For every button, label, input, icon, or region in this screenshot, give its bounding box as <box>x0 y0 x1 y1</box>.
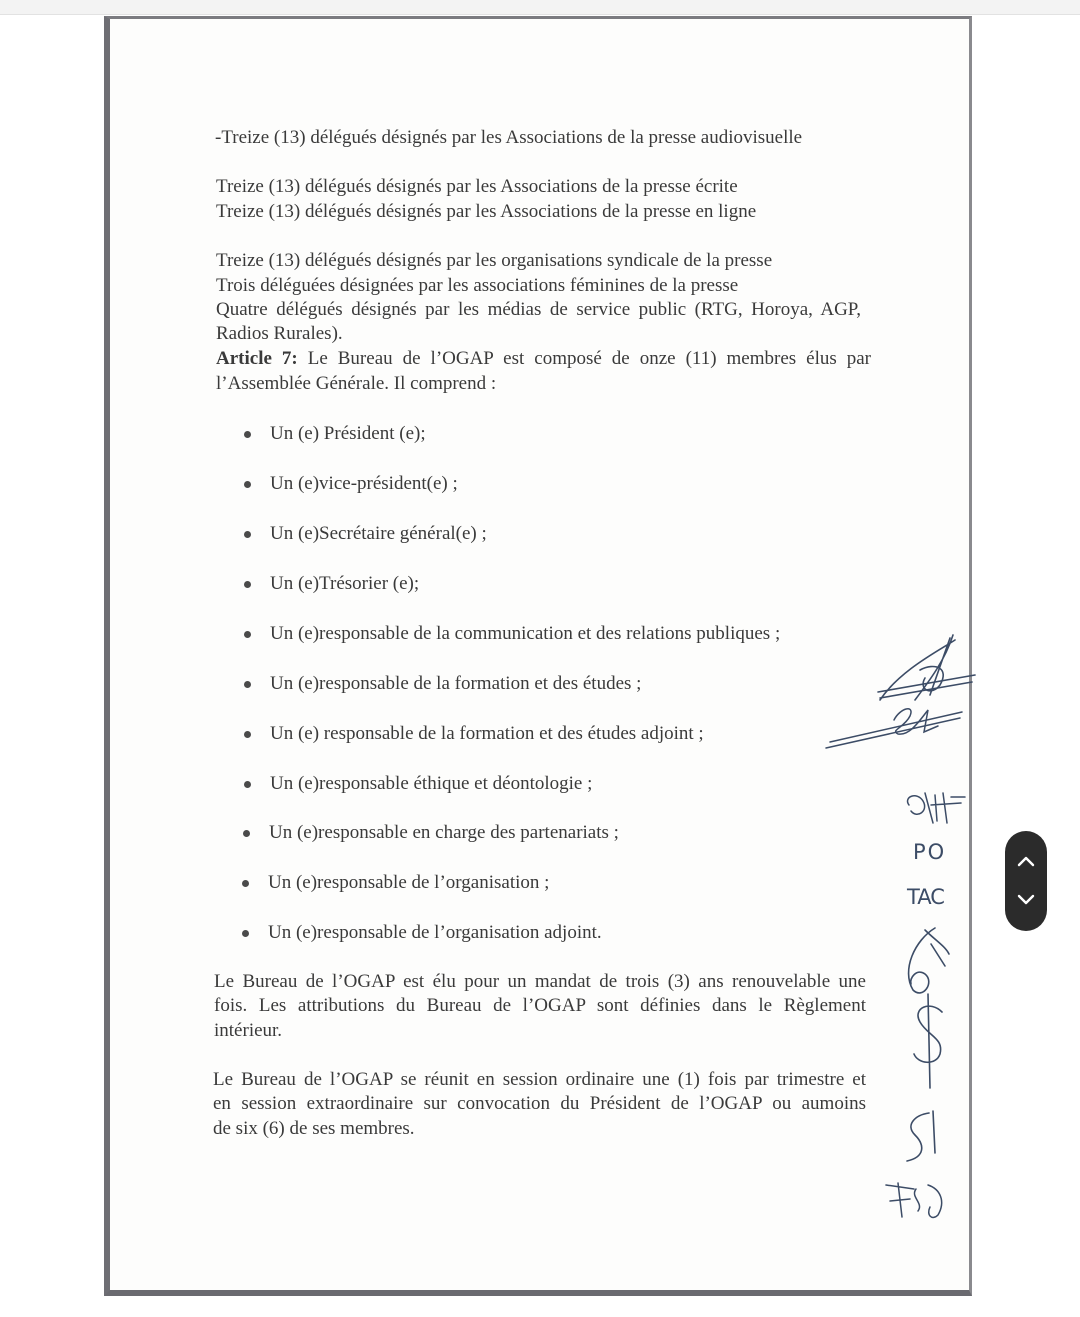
bullet-icon <box>242 880 249 887</box>
bullet-icon <box>242 930 249 937</box>
bullet-icon <box>244 481 251 488</box>
bullet-icon <box>244 531 251 538</box>
delegates-line-2: Treize (13) délégués désignés par les Associations de la presse écrite <box>216 176 738 197</box>
page-navigation <box>1005 831 1047 931</box>
bullet-icon <box>243 830 250 837</box>
member-item: Un (e)Trésorier (e); <box>270 573 420 594</box>
article-7-text: Le Bureau de l’OGAP est composé de onze (11) membres élus par <box>297 348 872 369</box>
bullet-icon <box>244 631 251 638</box>
article-7-heading <box>216 347 871 371</box>
member-item: Un (e)vice-président(e) ; <box>270 473 458 494</box>
bullet-icon <box>244 431 251 438</box>
scroll-down-button[interactable] <box>1005 879 1047 919</box>
bullet-icon <box>244 781 251 788</box>
signature-4 <box>895 920 955 1000</box>
meetings-line-2: en session extraordinaire sur convocation du Président de l’OGAP ou aumoins <box>213 1093 866 1114</box>
delegates-line-5: Trois déléguées désignées par les associations féminines de la presse <box>216 275 739 296</box>
meetings-line-3: de six (6) de ses membres. <box>213 1118 415 1139</box>
initials-tac: TAC <box>907 885 944 909</box>
initials-po: PO <box>913 840 947 864</box>
member-item: Un (e) Président (e); <box>270 423 426 444</box>
member-item: Un (e)responsable éthique et déontologie ; <box>270 773 593 794</box>
member-item: Un (e)responsable de la formation et des études ; <box>270 673 642 694</box>
member-item: Un (e) responsable de la formation et des études adjoint ; <box>270 723 704 744</box>
mandate-line-2: fois. Les attributions du Bureau de l’OGAP sont définies dans le Règlement <box>214 995 866 1016</box>
signature-5 <box>900 990 960 1090</box>
scroll-up-button[interactable] <box>1005 841 1047 881</box>
member-item: Un (e)responsable de l’organisation ; <box>268 872 550 893</box>
chevron-up-icon <box>1017 855 1035 867</box>
signature-7 <box>880 1175 955 1225</box>
member-item: Un (e)responsable de l’organisation adjoint. <box>268 922 602 943</box>
member-item: Un (e)responsable de la communication et des relations publiques ; <box>270 623 781 644</box>
bullet-icon <box>244 731 251 738</box>
mandate-line-3: intérieur. <box>214 1020 283 1041</box>
delegates-line-6b: Radios Rurales). <box>216 323 343 344</box>
article-7-label: Article 7: <box>216 348 298 369</box>
delegates-line-4: Treize (13) délégués désignés par les organisations syndicale de la presse <box>216 250 773 271</box>
delegates-line-6a: Quatre délégués désignés par les médias de service public (RTG, Horoya, AGP, <box>216 299 861 320</box>
meetings-line-1: Le Bureau de l’OGAP se réunit en session ordinaire une (1) fois par trimestre et <box>213 1069 866 1090</box>
signature-3 <box>895 785 975 830</box>
chevron-down-icon <box>1017 893 1035 905</box>
signature-6 <box>895 1105 945 1165</box>
bullet-icon <box>244 581 251 588</box>
member-item: Un (e)Secrétaire général(e) ; <box>270 523 487 544</box>
mandate-line-1: Le Bureau de l’OGAP est élu pour un mandat de trois (3) ans renouvelable une <box>214 971 866 992</box>
delegates-line-3: Treize (13) délégués désignés par les Associations de la presse en ligne <box>216 201 757 222</box>
top-bar <box>0 0 1080 15</box>
bullet-icon <box>244 681 251 688</box>
article-7-text-continued: l’Assemblée Générale. Il comprend : <box>216 373 497 394</box>
member-item: Un (e)responsable en charge des partenariats ; <box>269 822 619 843</box>
delegates-line-1: -Treize (13) délégués désignés par les Associations de la presse audiovisuelle <box>215 127 803 148</box>
signature-2 <box>820 690 980 760</box>
